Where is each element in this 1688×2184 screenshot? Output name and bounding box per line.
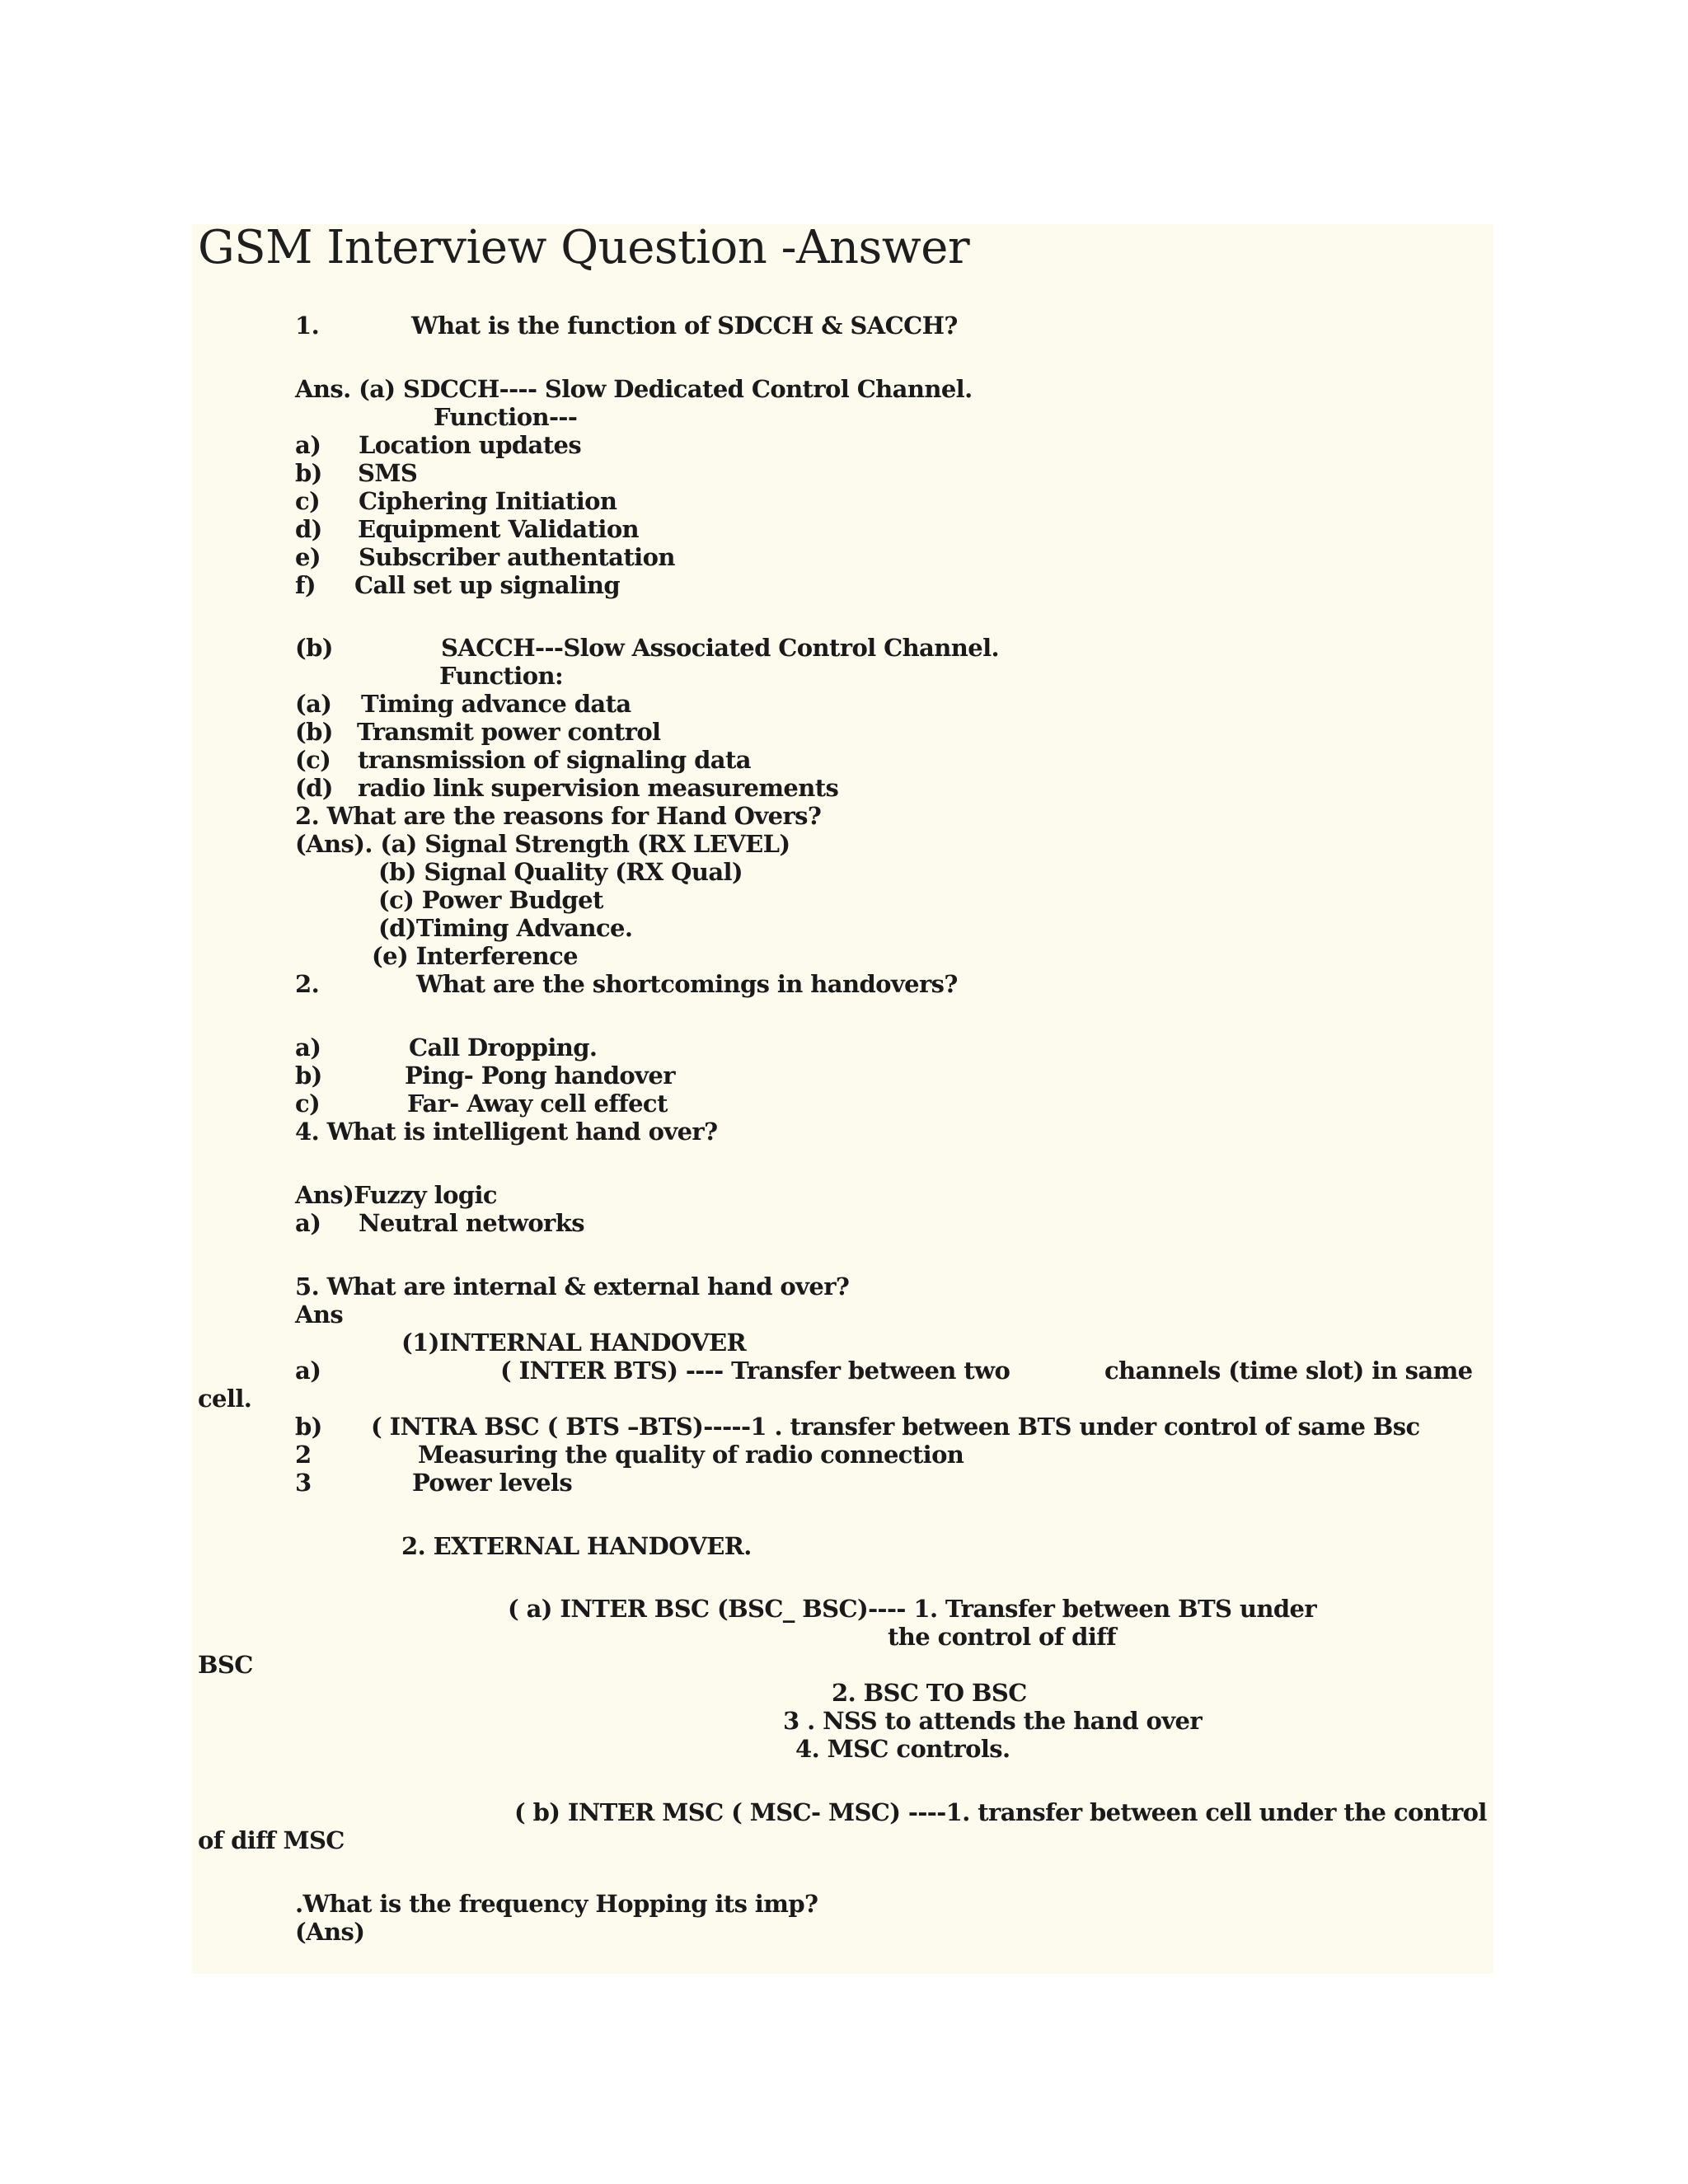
list-marker: (c)	[295, 746, 331, 774]
list-item: 3 . NSS to attends the hand over	[783, 1707, 1203, 1735]
sub-heading: 2. EXTERNAL HANDOVER.	[401, 1532, 752, 1560]
list-marker: a)	[295, 431, 321, 459]
wrapped-text: BSC	[198, 1651, 253, 1679]
list-marker: a)	[295, 1209, 321, 1237]
list-marker: a)	[295, 1357, 321, 1385]
answer-line: (Ans)	[295, 1918, 365, 1946]
list-marker: c)	[295, 487, 321, 515]
page-title: GSM Interview Question -Answer	[198, 221, 970, 274]
list-marker: e)	[295, 543, 321, 571]
answer-line: Ans	[295, 1301, 344, 1329]
list-item: (b) Signal Quality (RX Qual)	[378, 858, 743, 886]
question-text: What is the function of SDCCH & SACCH?	[411, 312, 958, 340]
list-marker: 2	[295, 1441, 312, 1469]
list-item: ( INTER BTS) ---- Transfer between two	[500, 1357, 1010, 1385]
list-item: (e) Interference	[372, 942, 579, 970]
question-text: 5. What are internal & external hand over?	[295, 1272, 850, 1301]
answer-line: (Ans). (a) Signal Strength (RX LEVEL)	[295, 830, 790, 858]
list-item: ( INTRA BSC ( BTS –BTS)-----1 . transfer between BTS under control of same Bsc	[371, 1413, 1420, 1441]
list-item: ( a) INTER BSC (BSC_ BSC)---- 1. Transfer between BTS under	[508, 1595, 1317, 1623]
answer-line: SACCH---Slow Associated Control Channel.	[441, 634, 999, 662]
sub-heading: Function:	[439, 662, 564, 690]
list-marker: a)	[295, 1033, 321, 1062]
list-item: Location updates	[359, 431, 582, 459]
question-text: .What is the frequency Hopping its imp?	[295, 1890, 818, 1918]
list-marker: (a)	[295, 690, 332, 718]
list-item: Call set up signaling	[354, 571, 621, 599]
question-text: What are the shortcomings in handovers?	[416, 970, 958, 998]
list-item: Ping- Pong handover	[405, 1062, 675, 1090]
list-marker: b)	[295, 459, 322, 487]
answer-line: Ans)Fuzzy logic	[295, 1181, 497, 1209]
list-marker: d)	[295, 515, 322, 543]
question-number: 2.	[295, 970, 320, 998]
list-marker: (b)	[295, 718, 333, 746]
list-item: (d)Timing Advance.	[378, 914, 633, 942]
wrapped-text: cell.	[198, 1385, 252, 1413]
list-marker: f)	[295, 571, 316, 599]
sub-heading: Function---	[434, 403, 578, 431]
list-item: Far- Away cell effect	[407, 1090, 668, 1118]
list-marker: b)	[295, 1062, 322, 1090]
list-item-continuation: channels (time slot) in same	[1104, 1357, 1473, 1385]
answer-line: Ans. (a) SDCCH---- Slow Dedicated Control Channel.	[295, 375, 973, 403]
list-item: Power levels	[412, 1469, 573, 1497]
question-number: 1.	[295, 312, 320, 340]
list-item: Call Dropping.	[409, 1033, 598, 1062]
list-item: (c) Power Budget	[378, 886, 603, 914]
list-marker: 3	[295, 1469, 312, 1497]
list-marker: (d)	[295, 774, 333, 802]
list-item: Equipment Validation	[358, 515, 640, 543]
list-item: SMS	[358, 459, 418, 487]
wrapped-text: of diff MSC	[198, 1826, 345, 1854]
list-item: Measuring the quality of radio connection	[418, 1441, 964, 1469]
sub-heading: (1)INTERNAL HANDOVER	[401, 1329, 746, 1357]
list-item-continuation: the control of diff	[888, 1623, 1117, 1651]
list-item: 4. MSC controls.	[795, 1735, 1010, 1763]
list-item: radio link supervision measurements	[358, 774, 839, 802]
list-item: Timing advance data	[361, 690, 631, 718]
list-item: Subscriber authentation	[359, 543, 675, 571]
list-item: Ciphering Initiation	[359, 487, 617, 515]
list-item: 2. BSC TO BSC	[832, 1679, 1027, 1707]
list-item: Neutral networks	[359, 1209, 584, 1237]
list-marker: c)	[295, 1090, 321, 1118]
list-marker: (b)	[295, 634, 333, 662]
list-item: transmission of signaling data	[358, 746, 751, 774]
list-marker: b)	[295, 1413, 322, 1441]
question-text: 4. What is intelligent hand over?	[295, 1118, 718, 1146]
list-item: ( b) INTER MSC ( MSC- MSC) ----1. transfer between cell under the control	[514, 1798, 1487, 1826]
list-item: Transmit power control	[357, 718, 661, 746]
question-text: 2. What are the reasons for Hand Overs?	[295, 802, 822, 830]
